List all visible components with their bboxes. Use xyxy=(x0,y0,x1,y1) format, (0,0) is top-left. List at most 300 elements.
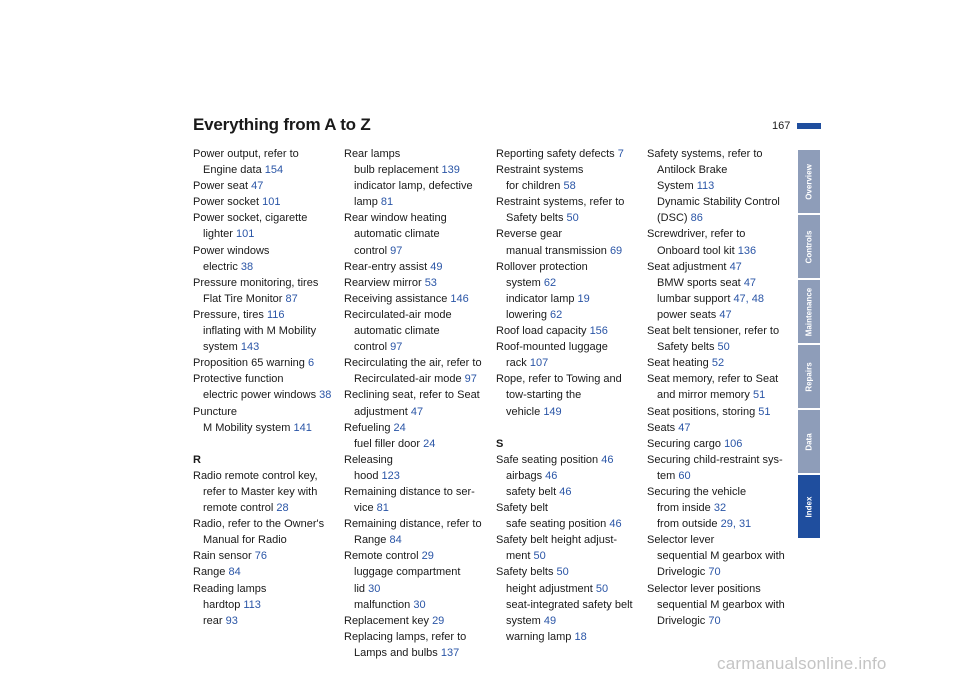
index-entry xyxy=(344,516,489,532)
page-title: Everything from A to Z xyxy=(193,115,371,134)
index-entry xyxy=(193,259,338,275)
index-entry xyxy=(193,371,338,387)
index-entry-text: Seats xyxy=(647,421,676,434)
index-entry-text: fuel filler door xyxy=(354,437,421,450)
page-reference-link[interactable]: 81 xyxy=(376,502,389,515)
index-entry xyxy=(193,275,338,291)
index-column-3 xyxy=(496,146,641,645)
index-entry-text: Radio, refer to the Owner's xyxy=(193,518,325,531)
index-entry-text: Range xyxy=(193,566,226,579)
index-letter-heading xyxy=(496,436,641,452)
index-entry xyxy=(496,532,641,548)
index-entry xyxy=(496,226,641,242)
index-entry xyxy=(344,532,489,548)
page-reference-link[interactable]: 62 xyxy=(550,308,563,321)
index-entry xyxy=(344,323,489,339)
index-entry-text: Recirculating the air, refer to xyxy=(344,357,482,370)
index-entry-text: Seat heating xyxy=(647,357,709,370)
index-entry xyxy=(344,548,489,564)
index-entry-text: system xyxy=(203,341,238,354)
page-reference-link[interactable]: 116 xyxy=(266,308,285,321)
page-reference-link[interactable]: 7 xyxy=(617,148,624,160)
index-entry-text: safety belt xyxy=(506,485,557,498)
index-entry xyxy=(344,371,489,387)
index-entry-text: Seat memory, refer to Seat xyxy=(647,373,779,386)
index-entry xyxy=(496,323,641,339)
index-entry-text: Recirculated-air mode xyxy=(344,308,452,321)
index-entry xyxy=(496,243,641,259)
page-reference-link[interactable]: 50 xyxy=(566,212,579,225)
index-entry xyxy=(193,613,338,629)
index-entry xyxy=(647,307,792,323)
index-entry xyxy=(344,259,489,275)
index-entry-text: lid xyxy=(354,582,366,595)
page-reference-link[interactable]: 107 xyxy=(529,357,549,370)
index-entry-text: Seat belt tensioner, refer to xyxy=(647,325,780,338)
page-reference-link[interactable]: 146 xyxy=(450,292,469,305)
index-entry-text: System xyxy=(657,180,694,193)
page-reference-link[interactable]: 62 xyxy=(543,276,557,289)
page-reference-link[interactable]: 38 xyxy=(240,260,254,273)
index-entry-text: Safety belts xyxy=(657,341,715,354)
index-entry-text: Drivelogic xyxy=(657,614,706,627)
index-entry xyxy=(496,629,641,645)
index-entry-text: bulb replacement xyxy=(354,164,439,177)
index-entry-text: sequential M gearbox with xyxy=(657,550,785,563)
page-reference-link[interactable]: 60 xyxy=(678,469,691,482)
page-reference-link[interactable]: 18 xyxy=(574,630,587,643)
index-entry-text: system xyxy=(506,614,541,627)
index-entry-text: from outside xyxy=(657,518,718,531)
index-entry-text: warning lamp xyxy=(506,630,572,643)
page-reference-link[interactable]: 84 xyxy=(228,566,241,579)
index-entry xyxy=(496,291,641,307)
index-entry-text: indicator lamp, defective xyxy=(354,180,473,193)
index-entry xyxy=(647,516,792,532)
index-entry xyxy=(647,355,792,371)
index-entry-text: Replacing lamps, refer to xyxy=(344,630,467,643)
index-entry-text: Engine data xyxy=(203,164,262,177)
index-entry xyxy=(193,307,338,323)
index-entry xyxy=(647,226,792,242)
index-entry xyxy=(344,387,489,403)
index-entry-text: Radio remote control key, xyxy=(193,469,318,482)
page-reference-link[interactable]: 50 xyxy=(556,566,569,579)
page-reference-link[interactable]: 70 xyxy=(708,614,721,627)
page-reference-link[interactable]: 113 xyxy=(696,180,715,193)
tab-controls[interactable]: Controls xyxy=(798,215,820,278)
index-entry-text: Proposition 65 warning xyxy=(193,357,305,370)
index-entry xyxy=(496,452,641,468)
index-entry-text: electric xyxy=(203,260,238,273)
index-entry-text: Pressure monitoring, tires xyxy=(193,276,319,289)
index-entry xyxy=(193,468,338,484)
page-reference-link[interactable]: 143 xyxy=(240,341,260,354)
page-reference-link[interactable]: 49 xyxy=(543,614,557,627)
index-entry-text: Reclining seat, refer to Seat xyxy=(344,389,480,402)
section-tabs xyxy=(798,150,820,540)
index-entry xyxy=(647,178,792,194)
page-reference-link[interactable]: 76 xyxy=(254,550,268,563)
page-reference-link[interactable]: 32 xyxy=(713,502,727,515)
index-entry-text: Rear-entry assist xyxy=(344,260,428,273)
page-reference-link[interactable]: 87 xyxy=(285,292,298,305)
index-entry xyxy=(193,581,338,597)
index-entry xyxy=(647,194,792,210)
index-entry-text: hood xyxy=(354,469,379,482)
index-entry xyxy=(344,226,489,242)
index-entry-text: Releasing xyxy=(344,453,393,466)
index-entry-text: Seat adjustment xyxy=(647,260,727,273)
page-reference-link[interactable]: 84 xyxy=(389,534,402,547)
page-reference-link[interactable]: 86 xyxy=(690,212,703,225)
index-entry xyxy=(496,371,641,387)
index-entry-text: electric power windows xyxy=(203,389,317,402)
page-reference-link[interactable]: 30 xyxy=(413,598,426,611)
index-entry xyxy=(647,564,792,580)
index-entry-text: Rear window heating xyxy=(344,212,447,225)
page-reference-link[interactable]: 6 xyxy=(307,357,315,370)
index-entry-text: rear xyxy=(203,614,223,627)
index-entry xyxy=(647,259,792,275)
index-entry-text: power seats xyxy=(657,308,717,321)
index-entry-text: control xyxy=(354,341,388,354)
page-reference-link[interactable]: 47 xyxy=(251,180,264,193)
index-entry-text: Lamps and bulbs xyxy=(354,646,438,659)
page-reference-link[interactable]: 47 xyxy=(410,405,424,418)
index-entry xyxy=(344,581,489,597)
index-entry-text: rack xyxy=(506,357,527,370)
index-entry xyxy=(344,613,489,629)
index-entry xyxy=(496,307,641,323)
page-reference-link[interactable]: 101 xyxy=(236,228,255,241)
watermark: carmanualsonline.info xyxy=(717,654,887,673)
page-reference-link[interactable]: 46 xyxy=(601,453,614,466)
index-entry-text: ment xyxy=(506,550,531,563)
page-reference-link[interactable]: 46 xyxy=(559,485,572,498)
index-entry xyxy=(193,500,338,516)
index-entry xyxy=(344,178,489,194)
index-entry-text: Securing cargo xyxy=(647,437,721,450)
index-entry-text: vehicle xyxy=(506,405,541,418)
index-entry-text: Reverse gear xyxy=(496,228,563,241)
index-entry xyxy=(496,194,641,210)
index-entry xyxy=(647,291,792,307)
index-entry-text: for children xyxy=(506,180,561,193)
page-reference-link[interactable]: 97 xyxy=(390,341,403,354)
index-entry xyxy=(647,275,792,291)
page-reference-link[interactable]: 50 xyxy=(717,341,730,354)
index-entry-text: Safety systems, refer to xyxy=(647,148,763,160)
page-reference-link[interactable]: 137 xyxy=(440,646,460,659)
index-entry xyxy=(496,162,641,178)
index-entry xyxy=(647,436,792,452)
index-spacer xyxy=(193,436,338,452)
index-entry-text: hardtop xyxy=(203,598,241,611)
page-reference-link[interactable]: 46 xyxy=(545,469,558,482)
page-reference-link[interactable]: 149 xyxy=(543,405,562,418)
index-entry xyxy=(496,613,641,629)
index-entry xyxy=(193,597,338,613)
page-reference-link[interactable]: 154 xyxy=(264,164,284,177)
index-entry-text: Protective function xyxy=(193,373,284,386)
index-entry xyxy=(647,452,792,468)
index-entry xyxy=(496,548,641,564)
index-column-1 xyxy=(193,146,338,629)
index-entry xyxy=(496,484,641,500)
index-entry xyxy=(344,404,489,420)
page-reference-link[interactable]: 29, 31 xyxy=(720,518,752,531)
index-entry-text: from inside xyxy=(657,502,711,515)
index-entry-text: Selector lever xyxy=(647,534,715,547)
page-reference-link[interactable]: 136 xyxy=(737,244,757,257)
index-entry xyxy=(193,226,338,242)
index-entry-text: Roof-mounted luggage xyxy=(496,341,608,354)
index-entry-text: tem xyxy=(657,469,676,482)
index-entry-text: automatic climate xyxy=(354,325,440,338)
index-entry-text: Remaining distance to ser- xyxy=(344,485,475,498)
index-entry xyxy=(647,162,792,178)
index-entry xyxy=(496,564,641,580)
index-entry xyxy=(344,339,489,355)
index-entry xyxy=(193,178,338,194)
index-entry-text: Dynamic Stability Control xyxy=(657,196,780,209)
index-entry xyxy=(647,597,792,613)
page-reference-link[interactable]: 47 xyxy=(729,260,742,273)
index-entry-text: manual transmission xyxy=(506,244,607,257)
index-entry-text: vice xyxy=(354,502,374,515)
index-entry xyxy=(647,146,792,162)
index-entry xyxy=(647,243,792,259)
index-entry xyxy=(193,532,338,548)
index-entry-text: Remote control xyxy=(344,550,419,563)
index-entry-text: remote control xyxy=(203,502,274,515)
index-entry xyxy=(496,597,641,613)
index-entry-text: luggage compartment xyxy=(354,566,461,579)
index-entry-text: Reading lamps xyxy=(193,582,267,595)
page-reference-link[interactable]: 52 xyxy=(711,357,725,370)
index-entry-text: Replacement key xyxy=(344,614,429,627)
page-reference-link[interactable]: 123 xyxy=(381,469,400,482)
index-entry-text: Safety belts xyxy=(496,566,554,579)
page-reference-link[interactable]: 50 xyxy=(533,550,546,563)
index-entry xyxy=(193,387,338,403)
index-entry-text: control xyxy=(354,244,388,257)
index-entry xyxy=(193,194,338,210)
page-reference-link[interactable]: 28 xyxy=(276,502,289,515)
page-reference-link[interactable]: 24 xyxy=(423,437,436,450)
index-entry xyxy=(344,243,489,259)
index-entry xyxy=(647,500,792,516)
page-reference-link[interactable]: 156 xyxy=(589,325,608,338)
index-entry-text: Recirculated-air mode xyxy=(354,373,462,386)
index-entry-text: Manual for Radio xyxy=(203,534,287,547)
index-entry xyxy=(647,484,792,500)
index-entry xyxy=(496,259,641,275)
index-entry xyxy=(344,355,489,371)
index-entry xyxy=(193,339,338,355)
index-entry-text: lumbar support xyxy=(657,292,731,305)
page-reference-link[interactable]: 101 xyxy=(262,196,281,209)
index-entry-text: Rope, refer to Towing and xyxy=(496,373,622,386)
index-entry-text: Safe seating position xyxy=(496,453,599,466)
index-entry xyxy=(344,597,489,613)
index-spacer xyxy=(496,420,641,436)
index-entry xyxy=(647,339,792,355)
index-entry xyxy=(344,500,489,516)
index-entry xyxy=(344,307,489,323)
index-entry-text: Pressure, tires xyxy=(193,308,264,321)
index-entry-text: Power windows xyxy=(193,244,270,257)
index-entry xyxy=(647,371,792,387)
page-reference-link[interactable]: 29 xyxy=(432,614,445,627)
index-entry-text: Power output, refer to xyxy=(193,148,299,160)
index-entry-text: (DSC) xyxy=(657,212,688,225)
index-entry xyxy=(496,500,641,516)
page-reference-link[interactable]: 50 xyxy=(595,582,609,595)
tab-overview[interactable]: Overview xyxy=(798,150,820,213)
index-entry-text: lowering xyxy=(506,308,547,321)
index-entry-text: Rollover protection xyxy=(496,260,588,273)
index-entry xyxy=(344,436,489,452)
index-entry xyxy=(496,581,641,597)
index-column-2 xyxy=(344,146,489,661)
index-entry xyxy=(193,484,338,500)
index-entry-text: Power seat xyxy=(193,180,249,193)
index-entry xyxy=(193,420,338,436)
index-entry-text: adjustment xyxy=(354,405,408,418)
index-entry-text: automatic climate xyxy=(354,228,440,241)
page-reference-link[interactable]: 29 xyxy=(421,550,434,563)
index-entry xyxy=(496,210,641,226)
index-entry-text: Safety belt xyxy=(496,502,548,515)
index-entry xyxy=(344,564,489,580)
index-entry-text: Rain sensor xyxy=(193,550,252,563)
index-entry-text: system xyxy=(506,276,541,289)
page-reference-link[interactable]: 51 xyxy=(758,405,771,418)
page-reference-link[interactable]: 93 xyxy=(225,614,238,627)
index-entry-text: indicator lamp xyxy=(506,292,575,305)
index-entry-text: Power socket xyxy=(193,196,260,209)
page-reference-link[interactable]: 53 xyxy=(424,276,437,289)
tab-maintenance[interactable]: Maintenance xyxy=(798,280,820,343)
index-entry-text: height adjustment xyxy=(506,582,593,595)
index-entry-text: Puncture xyxy=(193,405,238,418)
index-entry xyxy=(193,355,338,371)
index-entry-text: Receiving assistance xyxy=(344,292,448,305)
index-entry xyxy=(193,243,338,259)
tab-data[interactable]: Data xyxy=(798,410,820,473)
index-entry xyxy=(647,387,792,403)
index-entry-text: lamp xyxy=(354,196,378,209)
page-reference-link[interactable]: 51 xyxy=(752,389,766,402)
index-entry-text: Securing child-restraint sys- xyxy=(647,453,783,466)
index-entry-text: R xyxy=(193,453,201,466)
page-reference-link[interactable]: 141 xyxy=(293,421,312,434)
index-entry-text: M Mobility system xyxy=(203,421,291,434)
index-entry-text: and mirror memory xyxy=(657,389,750,402)
page-reference-link[interactable]: 47, 48 xyxy=(733,292,765,305)
index-entry-text: BMW sports seat xyxy=(657,276,741,289)
index-entry xyxy=(193,162,338,178)
index-entry xyxy=(344,452,489,468)
index-entry-text: Securing the vehicle xyxy=(647,485,747,498)
page-reference-link[interactable]: 24 xyxy=(393,421,406,434)
index-entry-text: sequential M gearbox with xyxy=(657,598,785,611)
page-reference-link[interactable]: 46 xyxy=(609,518,622,531)
index-entry xyxy=(496,355,641,371)
index-entry xyxy=(496,275,641,291)
index-entry xyxy=(647,404,792,420)
page-reference-link[interactable]: 47 xyxy=(678,421,691,434)
index-entry-text: Roof load capacity xyxy=(496,325,587,338)
page-reference-link[interactable]: 69 xyxy=(609,244,623,257)
index-entry xyxy=(496,404,641,420)
index-entry-text: Reporting safety defects xyxy=(496,148,615,160)
page-reference-link[interactable]: 97 xyxy=(390,244,403,257)
page-reference-link[interactable]: 30 xyxy=(368,582,381,595)
index-entry xyxy=(647,468,792,484)
page-reference-link[interactable]: 97 xyxy=(464,373,477,386)
index-entry xyxy=(647,613,792,629)
index-entry-text: Drivelogic xyxy=(657,566,706,579)
page-reference-link[interactable]: 19 xyxy=(577,292,590,305)
index-entry xyxy=(193,323,338,339)
index-entry-text: Restraint systems xyxy=(496,164,584,177)
index-entry xyxy=(496,178,641,194)
page-reference-link[interactable]: 106 xyxy=(724,437,743,450)
page-reference-link[interactable]: 49 xyxy=(430,260,443,273)
index-entry xyxy=(344,629,489,645)
index-entry-text: Selector lever positions xyxy=(647,582,761,595)
page-reference-link[interactable]: 113 xyxy=(243,598,261,611)
index-entry xyxy=(193,404,338,420)
index-entry xyxy=(647,420,792,436)
page-reference-link[interactable]: 58 xyxy=(563,180,576,193)
tab-index[interactable]: Index xyxy=(798,475,820,538)
index-entry xyxy=(193,564,338,580)
index-entry xyxy=(193,210,338,226)
index-entry xyxy=(496,387,641,403)
page-number: 167 xyxy=(772,120,791,132)
index-entry xyxy=(344,645,489,661)
index-entry xyxy=(496,146,641,162)
page-reference-link[interactable]: 139 xyxy=(441,164,460,177)
index-entry-text: tow-starting the xyxy=(506,389,582,402)
index-entry xyxy=(647,581,792,597)
tab-repairs[interactable]: Repairs xyxy=(798,345,820,408)
index-entry-text: malfunction xyxy=(354,598,411,611)
page-reference-link[interactable]: 70 xyxy=(708,566,721,579)
index-entry xyxy=(193,146,338,162)
page-reference-link[interactable]: 81 xyxy=(380,196,394,209)
index-entry-text: Rearview mirror xyxy=(344,276,422,289)
index-entry xyxy=(344,194,489,210)
index-entry-text: Flat Tire Monitor xyxy=(203,292,283,305)
page-reference-link[interactable]: 47 xyxy=(743,276,757,289)
index-entry-text: Refueling xyxy=(344,421,391,434)
index-entry xyxy=(496,339,641,355)
index-entry-text: Safety belt height adjust- xyxy=(496,534,618,547)
index-entry-text: Antilock Brake xyxy=(657,164,728,177)
index-entry-text: lighter xyxy=(203,228,233,241)
page-reference-link[interactable]: 38 xyxy=(319,389,332,402)
index-entry xyxy=(647,210,792,226)
index-entry xyxy=(344,291,489,307)
index-entry xyxy=(344,162,489,178)
page-reference-link[interactable]: 47 xyxy=(719,308,732,321)
index-entry xyxy=(193,291,338,307)
